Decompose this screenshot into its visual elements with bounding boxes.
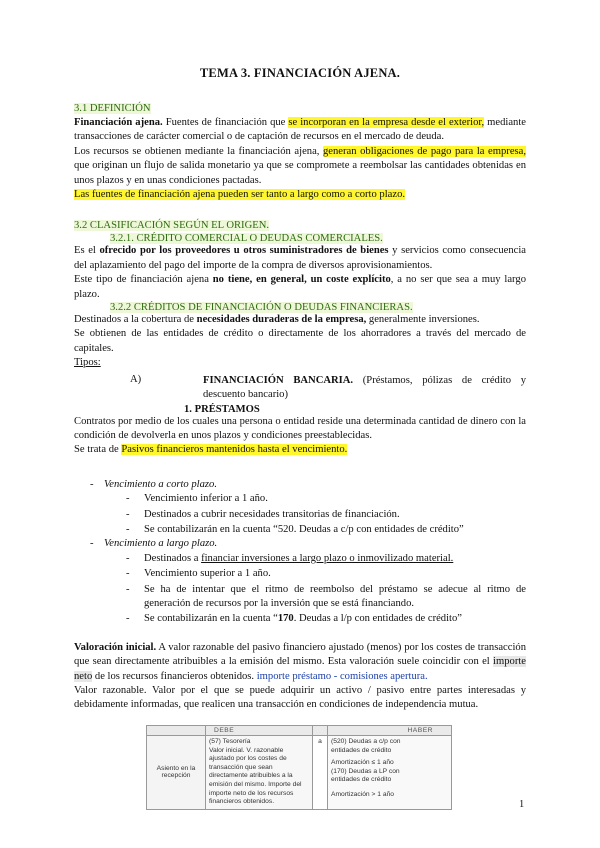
list-item-financiacion-bancaria: A) FINANCIACIÓN BANCARIA. (Préstamos, pólizas de crédito y descuento bancario): [130, 373, 526, 401]
section-heading-clasificacion: 3.2 CLASIFICACIÓN SEGÚN EL ORIGEN.: [74, 220, 270, 232]
label-tipos: Tipos:: [74, 357, 101, 369]
paragraph-obtienen: Se obtienen de las entidades de crédito o directamente de los ahorradores a través del mercado de capitales.: [74, 328, 526, 354]
section-heading-definicion: 3.1 DEFINICIÓN: [74, 103, 151, 114]
paragraph-pasivos: Se trata de Pasivos financieros mantenidos hasta el vencimiento.: [74, 444, 348, 456]
subsection-creditos-financiacion: 3.2.2 CRÉDITOS DE FINANCIACIÓN O DEUDAS FINANCIERAS.: [110, 302, 413, 314]
heading-prestamos: 1. PRÉSTAMOS: [184, 403, 260, 415]
paragraph-ofrecido: Es el ofrecido por los proveedores u otros suministradores de bienes y servicios como consecuencia del aplazamiento del pago del importe de la compra de diversos aprovisionamientos.: [74, 245, 526, 271]
haber-cell: (520) Deudas a c/p con entidades de crédito Amortización ≤ 1 año (170) Deudas a LP con entidades de crédito Amortización > 1 año: [328, 736, 452, 810]
paragraph-contratos: Contratos por medio de los cuales una persona o entidad reside una determinada cantidad de dinero con la condición de devolverla en unos plazos y condiciones preestablecidas.: [74, 415, 526, 441]
paragraph-valor-razonable: Valor razonable. Valor por el que se puede adquirir un activo / pasivo entre partes interesadas y debidamente informadas, que realicen una transacción en condiciones de independencia mutua.: [74, 685, 526, 711]
document-page: [74, 66, 526, 713]
paragraph-fuentes: Las fuentes de financiación ajena pueden ser tanto a largo como a corto plazo.: [74, 189, 406, 201]
list-item-corto-plazo: - Vencimiento a corto plazo.: [74, 478, 526, 492]
list-item: - Se ha de intentar que el ritmo de reembolso del préstamo se adecue al ritmo de generación de recursos por la inversión que se está financiando.: [126, 583, 526, 609]
row-label: Asiento en la recepción: [147, 736, 206, 810]
list-item: - Se contabilizarán en la cuenta “170. Deudas a l/p con entidades de crédito”: [126, 613, 462, 625]
paragraph-coste-explicito: Este tipo de financiación ajena no tiene, en general, un coste explícito, a no ser que sea a muy largo plazo.: [74, 274, 526, 300]
accounting-entry-table: [146, 725, 452, 810]
section-3-2: [74, 219, 526, 457]
list-item-largo-plazo: - Vencimiento a largo plazo.: [74, 537, 526, 551]
debe-cell: (57) Tesorería Valor inicial. V. razonable ajustado por los costes de transacción que sean directamente atribuibles a la emisión del mismo. Importe del importe neto de los recursos financieros obtenidos.: [206, 736, 313, 810]
column-header-debe: DEBE: [206, 726, 313, 736]
column-header-haber: HABER: [328, 726, 452, 736]
valoracion-section: [74, 641, 526, 713]
paragraph-recursos: Los recursos se obtienen mediante la financiación ajena, generan obligaciones de pago para la empresa, que originan un flujo de salida monetario ya que se compromete a reembolsar las cantidades obtenidas en unos plazos y en unas condiciones pactadas.: [74, 145, 526, 186]
list-item: - Destinados a cubrir necesidades transitorias de financiación.: [126, 508, 400, 520]
table-row: [147, 736, 452, 810]
a-cell: a: [313, 736, 328, 810]
list-item: - Vencimiento inferior a 1 año.: [126, 493, 268, 505]
paragraph-destinados: Destinados a la cobertura de necesidades duraderas de la empresa, generalmente inversiones.: [74, 314, 480, 326]
page-number: 1: [519, 799, 525, 810]
list-item: - Vencimiento superior a 1 año.: [126, 568, 271, 580]
page-title: TEMA 3. FINANCIACIÓN AJENA.: [199, 66, 401, 80]
subsection-credito-comercial: 3.2.1. CRÉDITO COMERCIAL O DEUDAS COMERCIALES.: [110, 233, 383, 245]
list-item: - Se contabilizarán en la cuenta “520. Deudas a c/p con entidades de crédito”: [126, 523, 464, 535]
section-3-1: [74, 102, 526, 202]
paragraph-valoracion-inicial: Valoración inicial. A valor razonable del pasivo financiero ajustado (menos) por los costes de transacción que sean directamente atribuibles a la emisión del mismo. Esta valoración suele coincidir con el importe neto de los recursos financieros obtenidos. importe préstamo - comisiones apertura.: [74, 641, 526, 682]
vencimiento-list: [74, 478, 526, 627]
paragraph-financiacion-ajena: Financiación ajena. Fuentes de financiación que se incorporan en la empresa desde el exterior, mediante transacciones de carácter comercial o de captación de recursos en el mercado de deuda.: [74, 117, 526, 143]
list-item: - Destinados a financiar inversiones a largo plazo o inmovilizado material.: [126, 552, 454, 564]
